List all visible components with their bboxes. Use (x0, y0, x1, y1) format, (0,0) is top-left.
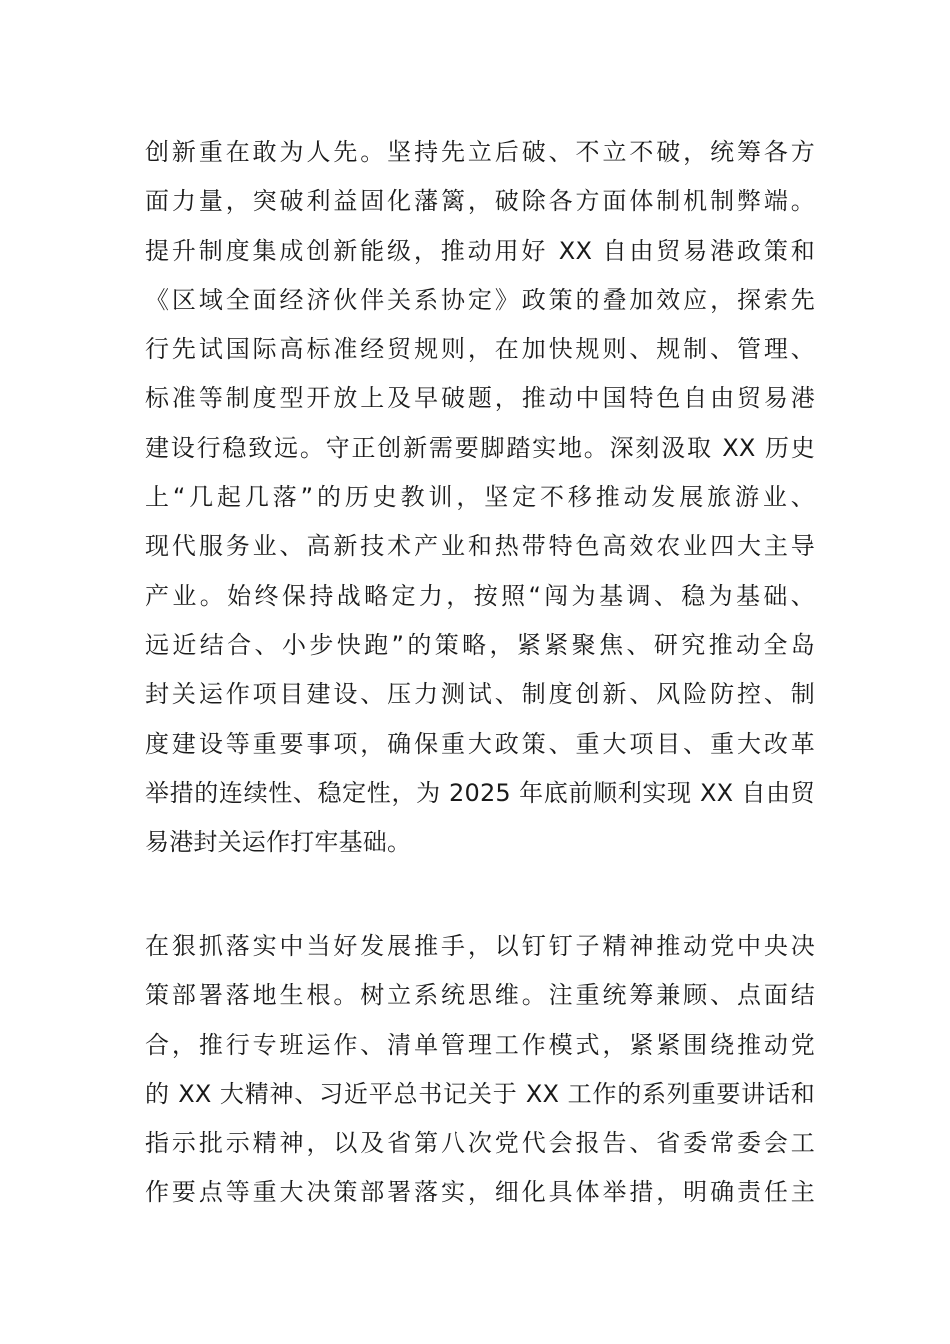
text-line: 封关运作项目建设、压力测试、制度创新、风险防控、制 (145, 680, 815, 709)
text-line: 产业。始终保持战略定力，按照“闯为基调、稳为基础、 (145, 581, 815, 610)
text-line: 在狠抓落实中当好发展推手，以钉钉子精神推动党中央决 (145, 932, 815, 960)
text-line: 远近结合、小步快跑”的策略，紧紧聚焦、研究推动全岛 (145, 630, 815, 659)
text-line: 易港封关运作打牢基础。 (145, 828, 412, 857)
text-line: 现代服务业、高新技术产业和热带特色高效农业四大主导 (145, 532, 815, 561)
text-line: 合，推行专班运作、清单管理工作模式，紧紧围绕推动党 (145, 1030, 815, 1059)
text-line: 的 XX 大精神、习近平总书记关于 XX 工作的系列重要讲话和 (145, 1079, 815, 1108)
text-line: 行先试国际高标准经贸规则，在加快规则、规制、管理、 (145, 335, 815, 364)
text-line: 建设行稳致远。守正创新需要脚踏实地。深刻汲取 XX 历史 (145, 433, 815, 462)
text-line: 提升制度集成创新能级，推动用好 XX 自由贸易港政策和 (145, 236, 815, 265)
text-line: 上“几起几落”的历史教训，坚定不移推动发展旅游业、 (145, 483, 815, 512)
text-line: 标准等制度型开放上及早破题，推动中国特色自由贸易港 (145, 384, 815, 413)
text-line: 指示批示精神，以及省第八次党代会报告、省委常委会工 (145, 1129, 815, 1158)
text-line: 策部署落地生根。树立系统思维。注重统筹兼顾、点面结 (145, 981, 815, 1010)
text-line: 度建设等重要事项，确保重大政策、重大项目、重大改革 (145, 729, 815, 758)
paragraph-2 (145, 922, 815, 1218)
text-line: 创新重在敢为人先。坚持先立后破、不立不破，统筹各方 (145, 138, 815, 166)
text-line: 面力量，突破利益固化藩篱，破除各方面体制机制弊端。 (145, 187, 815, 216)
paragraph-1 (145, 128, 815, 867)
text-line: 作要点等重大决策部署落实，细化具体举措，明确责任主 (145, 1178, 815, 1207)
text-line: 举措的连续性、稳定性，为 2025 年底前顺利实现 XX 自由贸 (145, 778, 815, 807)
text-line: 《区域全面经济伙伴关系协定》政策的叠加效应，探索先 (145, 285, 815, 314)
